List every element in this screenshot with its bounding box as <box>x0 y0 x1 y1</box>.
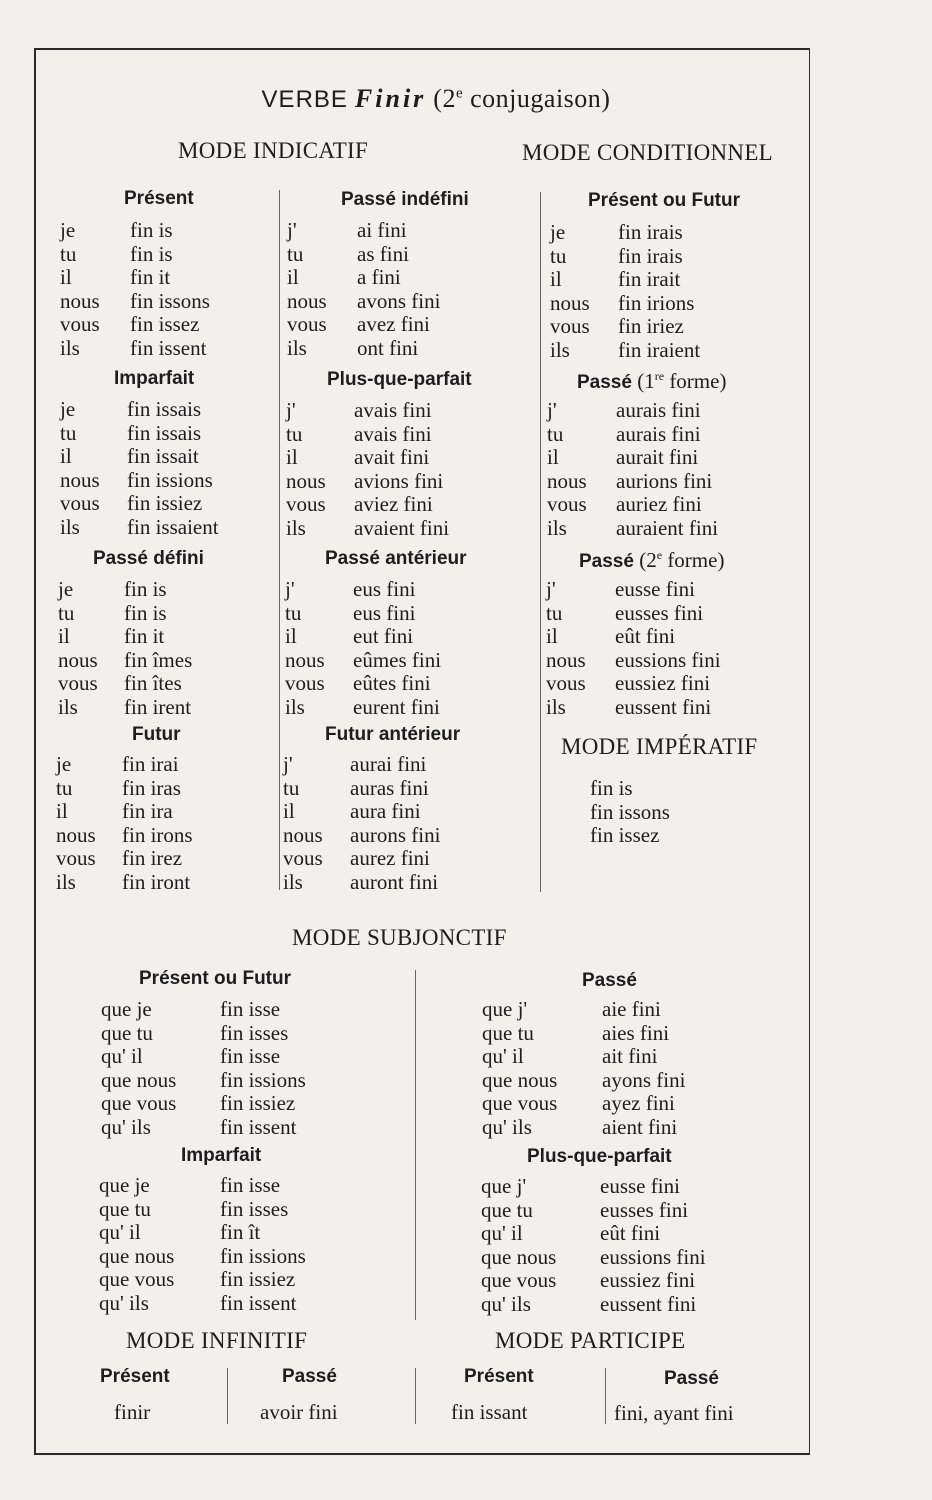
pronoun: j' <box>546 577 556 601</box>
pronoun: que vous <box>481 1268 557 1293</box>
pronoun: tu <box>56 775 73 800</box>
pronoun: vous <box>58 671 98 696</box>
participe-passe-heading: Passé <box>664 1368 719 1389</box>
pronoun: que tu <box>482 1020 534 1045</box>
pronoun: qu' ils <box>481 1291 531 1316</box>
pronoun: il <box>60 265 72 290</box>
mode-conditionnel-label: MODE CONDITIONNEL <box>522 140 774 165</box>
verb-form: fin issiez <box>127 491 203 516</box>
pronoun: vous <box>546 671 586 696</box>
tense-heading: Passé (1re forme) <box>577 369 727 393</box>
verb-form: avons fini <box>357 288 441 313</box>
pronoun: ils <box>283 869 303 894</box>
pronoun: ils <box>60 514 80 539</box>
column-divider <box>415 970 416 1320</box>
verb-form: eûmes fini <box>353 647 442 672</box>
verb-form: fin irent <box>124 694 192 719</box>
column-divider <box>279 190 280 890</box>
verb-form: ait fini <box>602 1044 658 1069</box>
verb-form: fin issent <box>220 1114 297 1139</box>
verb-form: fin issions <box>127 467 213 492</box>
pronoun: qu' il <box>101 1044 143 1069</box>
participe-present: fin issant <box>451 1400 528 1424</box>
pronoun: que je <box>101 997 152 1021</box>
verb-form: aies fini <box>602 1020 670 1045</box>
verb-form: fin irai <box>122 752 179 776</box>
verb-form: fin is <box>124 577 167 601</box>
pronoun: je <box>60 218 76 242</box>
tense-heading: Présent ou Futur <box>588 190 741 211</box>
pronoun: ils <box>547 515 567 540</box>
verb-form: aurais fini <box>616 421 701 446</box>
tense-heading: Imparfait <box>181 1145 262 1166</box>
verb-form: fin issiez <box>220 1267 296 1292</box>
verb-form: avez fini <box>357 312 430 337</box>
verb-form: fin issais <box>127 420 202 445</box>
pronoun: tu <box>58 600 75 625</box>
verb-form: fin issais <box>127 397 202 421</box>
verb-form: eurent fini <box>353 694 440 719</box>
tense-heading: Passé (2e forme) <box>579 548 725 572</box>
participe-present-heading: Présent <box>464 1366 534 1387</box>
verb-form: fin issent <box>130 335 207 360</box>
verb-form: eut fini <box>353 624 414 649</box>
verb-form: fin isse <box>220 1044 281 1069</box>
pronoun: il <box>285 624 297 649</box>
verb-form: eussent fini <box>600 1291 697 1316</box>
pronoun: tu <box>60 241 77 266</box>
verb-form: aie fini <box>602 997 661 1021</box>
mode-imperatif-label: MODE IMPÉRATIF <box>561 734 758 759</box>
verb-form: fin isse <box>220 997 281 1021</box>
pronoun: ils <box>56 869 76 894</box>
pronoun: qu' il <box>482 1044 524 1069</box>
verb-form: a fini <box>357 265 401 290</box>
pronoun: nous <box>546 647 586 672</box>
verb-form: fin issait <box>127 444 199 469</box>
verb-form: eus fini <box>353 600 416 625</box>
pronoun: nous <box>547 468 587 493</box>
column-divider <box>605 1368 606 1424</box>
verb-form: eussions fini <box>600 1244 706 1269</box>
tense-heading: Plus-que-parfait <box>327 369 472 390</box>
pronoun: vous <box>286 492 326 517</box>
verb-form: fin irons <box>122 822 193 847</box>
tense-heading: Passé défini <box>93 548 204 569</box>
verb-form: aurait fini <box>616 445 699 470</box>
verb-form: ont fini <box>357 335 419 360</box>
pronoun: il <box>286 445 298 470</box>
verb-form: auront fini <box>350 869 439 894</box>
verb-form: fin irions <box>618 290 695 315</box>
verb-form: auras fini <box>350 775 429 800</box>
pronoun: ils <box>287 335 307 360</box>
pronoun: il <box>547 445 559 470</box>
page-title <box>0 84 902 114</box>
title-verb-name: Finir <box>354 84 427 113</box>
verb-form: fin issions <box>220 1067 306 1092</box>
title-verbe: VERBE <box>261 86 348 113</box>
verb-form: fin irais <box>618 243 683 268</box>
verb-form: fin issaient <box>127 514 219 539</box>
pronoun: il <box>60 444 72 469</box>
verb-form: fin iriez <box>618 314 684 339</box>
verb-form: fin iraient <box>618 337 701 362</box>
verb-form: fin ira <box>122 799 173 824</box>
verb-form: fin issez <box>130 312 200 337</box>
mode-subjonctif-label: MODE SUBJONCTIF <box>292 925 507 950</box>
pronoun: j' <box>283 752 293 776</box>
pronoun: nous <box>58 647 98 672</box>
pronoun: que j' <box>481 1174 527 1198</box>
verb-form: aurais fini <box>616 398 701 422</box>
verb-form: fin is <box>130 218 173 242</box>
pronoun: il <box>283 799 295 824</box>
pronoun: nous <box>287 288 327 313</box>
pronoun: tu <box>547 421 564 446</box>
verb-form: fin isse <box>220 1173 281 1197</box>
pronoun: nous <box>550 290 590 315</box>
pronoun: nous <box>56 822 96 847</box>
verb-form: ayons fini <box>602 1067 686 1092</box>
pronoun: que nous <box>482 1067 558 1092</box>
infinitif-passe-heading: Passé <box>282 1366 337 1387</box>
infinitif-passe: avoir fini <box>260 1400 338 1424</box>
verb-form: fin îmes <box>124 647 193 672</box>
verb-form: fin isses <box>220 1020 289 1045</box>
pronoun: il <box>287 265 299 290</box>
pronoun: je <box>550 220 566 244</box>
pronoun: vous <box>60 491 100 516</box>
verb-form: aurions fini <box>616 468 713 493</box>
pronoun: j' <box>286 398 296 422</box>
imperative-form: fin issez <box>590 823 660 848</box>
pronoun: que je <box>99 1173 150 1197</box>
verb-form: fin ît <box>220 1220 261 1245</box>
mode-participe-label: MODE PARTICIPE <box>495 1328 686 1353</box>
pronoun: j' <box>547 398 557 422</box>
verb-form: avait fini <box>354 445 430 470</box>
pronoun: vous <box>287 312 327 337</box>
pronoun: vous <box>60 312 100 337</box>
tense-heading: Futur <box>132 724 181 745</box>
column-divider <box>540 192 541 892</box>
verb-form: eussiez fini <box>600 1268 696 1293</box>
verb-form: as fini <box>357 241 409 266</box>
verb-form: eussions fini <box>615 647 721 672</box>
verb-form: fin is <box>130 241 173 266</box>
verb-form: auriez fini <box>616 492 702 517</box>
verb-form: fin iront <box>122 869 191 894</box>
pronoun: il <box>58 624 70 649</box>
verb-form: eusse fini <box>600 1174 680 1198</box>
verb-form: fin it <box>124 624 165 649</box>
verb-form: aurons fini <box>350 822 441 847</box>
verb-form: eût fini <box>600 1221 661 1246</box>
pronoun: qu' ils <box>101 1114 151 1139</box>
pronoun: tu <box>286 421 303 446</box>
pronoun: tu <box>550 243 567 268</box>
pronoun: je <box>60 397 76 421</box>
pronoun: j' <box>287 218 297 242</box>
pronoun: je <box>58 577 74 601</box>
pronoun: qu' ils <box>482 1114 532 1139</box>
pronoun: ils <box>550 337 570 362</box>
verb-form: fin irais <box>618 220 683 244</box>
pronoun: il <box>550 267 562 292</box>
verb-form: eût fini <box>615 624 676 649</box>
pronoun: qu' il <box>99 1220 141 1245</box>
verb-form: fin it <box>130 265 171 290</box>
tense-heading: Passé <box>582 970 637 991</box>
participe-passe: fini, ayant fini <box>614 1401 734 1425</box>
tense-heading: Passé indéfini <box>341 189 469 210</box>
imperative-form: fin is <box>590 776 633 800</box>
pronoun: ils <box>60 335 80 360</box>
pronoun: il <box>56 799 68 824</box>
tense-heading: Présent <box>124 188 194 209</box>
pronoun: tu <box>283 775 300 800</box>
pronoun: vous <box>56 846 96 871</box>
imperative-form: fin issons <box>590 799 670 824</box>
pronoun: nous <box>286 468 326 493</box>
infinitif-present-heading: Présent <box>100 1366 170 1387</box>
pronoun: tu <box>546 600 563 625</box>
pronoun: que vous <box>101 1091 177 1116</box>
pronoun: nous <box>285 647 325 672</box>
verb-form: fin isses <box>220 1196 289 1221</box>
pronoun: que nous <box>101 1067 177 1092</box>
verb-form: aient fini <box>602 1114 678 1139</box>
tense-heading: Présent ou Futur <box>139 968 292 989</box>
tense-heading: Passé antérieur <box>325 548 467 569</box>
verb-form: eusses fini <box>615 600 704 625</box>
pronoun: ils <box>285 694 305 719</box>
verb-form: eussiez fini <box>615 671 711 696</box>
verb-form: fin irez <box>122 846 183 871</box>
mode-indicatif-label: MODE INDICATIF <box>178 138 369 163</box>
pronoun: nous <box>60 467 100 492</box>
pronoun: qu' il <box>481 1221 523 1246</box>
infinitif-present: finir <box>114 1400 151 1424</box>
pronoun: vous <box>547 492 587 517</box>
verb-form: aura fini <box>350 799 421 824</box>
verb-form: fin issions <box>220 1243 306 1268</box>
verb-form: eussent fini <box>615 694 712 719</box>
verb-form: fin issent <box>220 1290 297 1315</box>
pronoun: que tu <box>99 1196 151 1221</box>
verb-form: eus fini <box>353 577 416 601</box>
pronoun: que tu <box>101 1020 153 1045</box>
verb-form: eusse fini <box>615 577 695 601</box>
pronoun: je <box>56 752 72 776</box>
verb-form: eûtes fini <box>353 671 431 696</box>
verb-form: avions fini <box>354 468 444 493</box>
verb-form: ayez fini <box>602 1091 675 1116</box>
verb-form: fin iras <box>122 775 181 800</box>
verb-form: fin irait <box>618 267 681 292</box>
column-divider <box>415 1368 416 1424</box>
pronoun: ils <box>546 694 566 719</box>
pronoun: j' <box>285 577 295 601</box>
pronoun: vous <box>283 846 323 871</box>
verb-form: fin is <box>124 600 167 625</box>
verb-form: avais fini <box>354 398 432 422</box>
title-conjugation: (2e conjugaison) <box>433 84 611 113</box>
verb-form: ai fini <box>357 218 407 242</box>
verb-form: fin îtes <box>124 671 182 696</box>
pronoun: nous <box>60 288 100 313</box>
verb-form: aviez fini <box>354 492 433 517</box>
pronoun: que vous <box>99 1267 175 1292</box>
verb-form: eusses fini <box>600 1197 689 1222</box>
pronoun: tu <box>287 241 304 266</box>
tense-heading: Imparfait <box>114 368 195 389</box>
verb-form: fin issiez <box>220 1091 296 1116</box>
verb-form: auraient fini <box>616 515 719 540</box>
pronoun: vous <box>550 314 590 339</box>
verb-form: fin issons <box>130 288 210 313</box>
pronoun: que j' <box>482 997 528 1021</box>
verb-form: aurez fini <box>350 846 430 871</box>
tense-heading: Futur antérieur <box>325 724 461 745</box>
pronoun: que vous <box>482 1091 558 1116</box>
pronoun: vous <box>285 671 325 696</box>
verb-form: avaient fini <box>354 515 450 540</box>
pronoun: ils <box>58 694 78 719</box>
tense-heading: Plus-que-parfait <box>527 1146 672 1167</box>
pronoun: il <box>546 624 558 649</box>
pronoun: que tu <box>481 1197 533 1222</box>
mode-infinitif-label: MODE INFINITIF <box>126 1328 308 1353</box>
verb-form: avais fini <box>354 421 432 446</box>
pronoun: nous <box>283 822 323 847</box>
pronoun: que nous <box>481 1244 557 1269</box>
pronoun: ils <box>286 515 306 540</box>
column-divider <box>227 1368 228 1424</box>
verb-form: aurai fini <box>350 752 427 776</box>
pronoun: qu' ils <box>99 1290 149 1315</box>
pronoun: que nous <box>99 1243 175 1268</box>
pronoun: tu <box>60 420 77 445</box>
pronoun: tu <box>285 600 302 625</box>
